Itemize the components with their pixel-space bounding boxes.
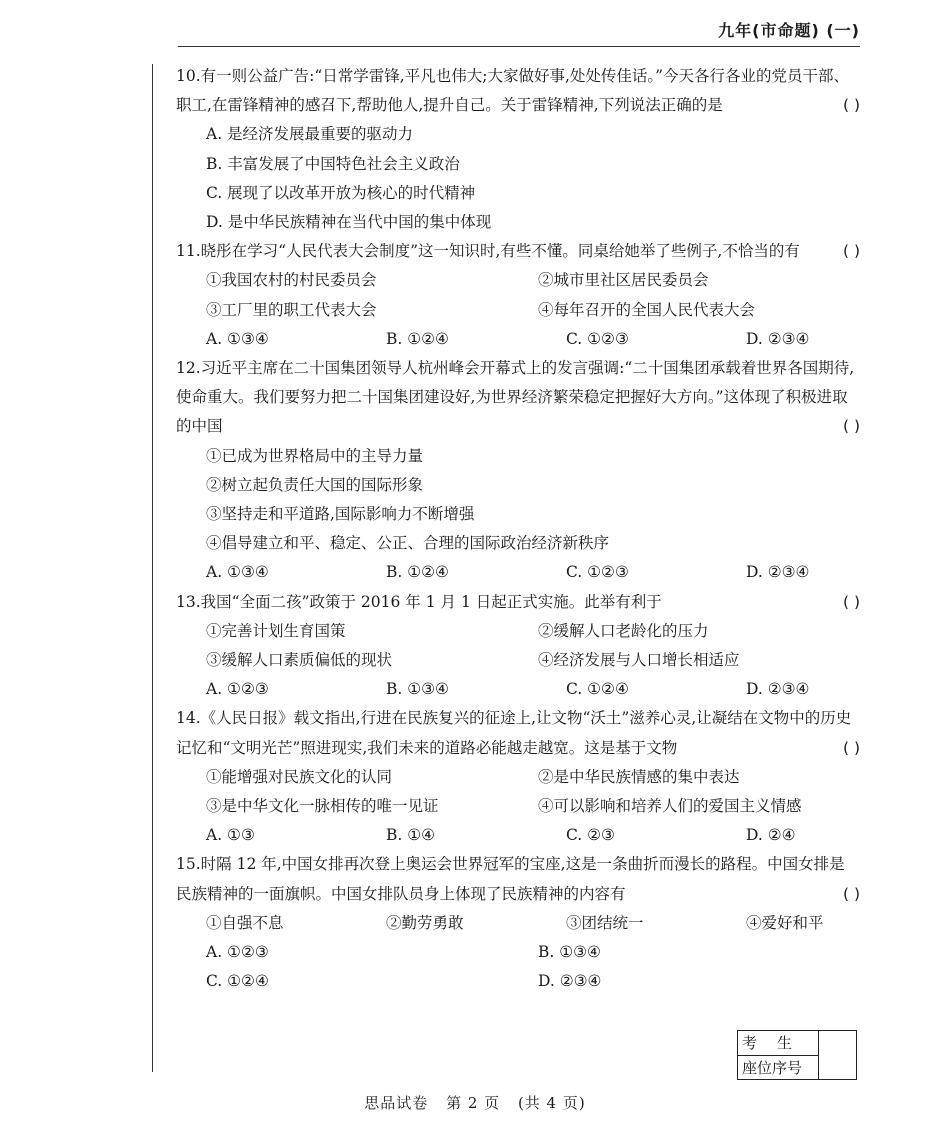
item-4: ④倡导建立和平、稳定、公正、合理的国际政治经济新秩序 xyxy=(206,534,610,553)
choice-d: D. ②③④ xyxy=(746,329,810,348)
choice-row xyxy=(176,821,860,850)
choice-row xyxy=(176,675,860,704)
question-stem xyxy=(176,62,860,120)
item-row xyxy=(176,266,860,295)
item-2: ②城市里社区居民委员会 xyxy=(538,271,709,290)
item-1: ①自强不息 xyxy=(206,913,284,932)
question-list xyxy=(176,62,860,997)
question-text: 我国“全面二孩”政策于 2016 年 1 月 1 日起正式实施。此举有利于 xyxy=(200,592,662,611)
seat-number-field[interactable] xyxy=(819,1031,856,1079)
item-row xyxy=(176,909,860,938)
question-stem xyxy=(176,237,860,266)
question-stem xyxy=(176,588,860,617)
choice-b: B. ①②④ xyxy=(386,329,449,348)
choice-a: A. ①②③ xyxy=(206,943,269,962)
question-number: 15. xyxy=(176,855,201,874)
footer-page: 第 2 页 xyxy=(446,1094,501,1112)
question-14 xyxy=(176,704,860,850)
question-10 xyxy=(176,62,860,237)
question-number: 10. xyxy=(176,67,201,85)
answer-bracket: ( ) xyxy=(842,738,860,757)
page-footer xyxy=(0,1092,950,1113)
choice-d: D. ②③④ xyxy=(746,563,810,582)
question-text: 习近平主席在二十国集团领导人杭州峰会开幕式上的发言强调:“二十国集团承载着世界各国期待,使命重大。我们要努力把二十国集团建设好,为世界经济繁荣稳定把握好大方向。”这体现了积极进取的中国 xyxy=(176,359,855,436)
answer-bracket: ( ) xyxy=(842,417,860,436)
item-3: ③是中华文化一脉相传的唯一见证 xyxy=(206,797,439,816)
seat-label-line2: 座位序号 xyxy=(742,1059,803,1077)
seat-label-line1: 考生 xyxy=(738,1031,818,1056)
item-1: ①完善计划生育国策 xyxy=(206,621,346,640)
option-b: B. 丰富发展了中国特色社会主义政治 xyxy=(206,154,460,173)
item-row xyxy=(176,617,860,646)
item-4: ④每年召开的全国人民代表大会 xyxy=(538,300,756,319)
choice-b: B. ①③④ xyxy=(386,680,449,699)
question-text: 时隔 12 年,中国女排再次登上奥运会世界冠军的宝座,这是一条曲折而漫长的路程。中国女排是民族精神的一面旗帜。中国女排队员身上体现了民族精神的内容有 xyxy=(176,855,845,903)
header-divider xyxy=(178,46,860,47)
question-12 xyxy=(176,354,860,588)
question-number: 13. xyxy=(176,592,201,611)
item-row xyxy=(176,763,860,792)
question-13 xyxy=(176,588,860,705)
item-2: ②勤劳勇敢 xyxy=(386,913,464,932)
answer-bracket: ( ) xyxy=(842,884,860,903)
choice-d: D. ②③④ xyxy=(746,680,810,699)
choice-d: D. ②③④ xyxy=(538,972,602,991)
item-3: ③缓解人口素质偏低的现状 xyxy=(206,651,393,670)
option-d: D. 是中华民族精神在当代中国的集中体现 xyxy=(206,213,492,232)
question-stem xyxy=(176,850,860,908)
question-text: 晓彤在学习“人民代表大会制度”这一知识时,有些不懂。同桌给她举了些例子,不恰当的有 xyxy=(200,242,800,261)
choice-row xyxy=(176,325,860,354)
question-number: 12. xyxy=(176,359,201,378)
item-row xyxy=(176,296,860,325)
item-1: ①能增强对民族文化的认同 xyxy=(206,767,393,786)
question-11 xyxy=(176,237,860,354)
choice-b: B. ①③④ xyxy=(538,943,601,962)
question-text: 《人民日报》载文指出,行进在民族复兴的征途上,让文物“沃土”滋养心灵,让凝结在文物中的历史记忆和“文明光芒”照进现实,我们未来的道路必能越走越宽。这是基于文物 xyxy=(176,709,852,757)
choice-c: C. ①②③ xyxy=(566,329,629,348)
item-2: ②缓解人口老龄化的压力 xyxy=(538,621,709,640)
item-3: ③工厂里的职工代表大会 xyxy=(206,300,377,319)
item-3: ③坚持走和平道路,国际影响力不断增强 xyxy=(206,505,475,524)
question-15 xyxy=(176,850,860,996)
choice-row xyxy=(176,967,860,996)
choice-a: A. ①③④ xyxy=(206,563,269,582)
item-3: ③团结统一 xyxy=(566,913,644,932)
choice-c: C. ②③ xyxy=(566,826,615,845)
footer-total: (共 4 页) xyxy=(517,1094,586,1112)
seat-number-box xyxy=(737,1030,857,1080)
choice-b: B. ①②④ xyxy=(386,563,449,582)
answer-bracket: ( ) xyxy=(842,242,860,261)
question-stem xyxy=(176,354,860,442)
item-row xyxy=(176,792,860,821)
item-4: ④可以影响和培养人们的爱国主义情感 xyxy=(538,797,802,816)
item-1: ①我国农村的村民委员会 xyxy=(206,271,377,290)
footer-subject: 思品试卷 xyxy=(364,1094,429,1112)
choice-c: C. ①②③ xyxy=(566,563,629,582)
item-row xyxy=(176,646,860,675)
choice-row xyxy=(176,558,860,587)
margin-rule xyxy=(152,64,153,1072)
item-2: ②树立起负责任大国的国际形象 xyxy=(206,475,424,494)
choice-a: A. ①③④ xyxy=(206,329,269,348)
choice-b: B. ①④ xyxy=(386,826,436,845)
choice-a: A. ①③ xyxy=(206,826,255,845)
answer-bracket: ( ) xyxy=(842,96,860,115)
item-4: ④经济发展与人口增长相适应 xyxy=(538,651,740,670)
seat-label xyxy=(738,1031,819,1079)
question-stem xyxy=(176,704,860,762)
choice-row xyxy=(176,938,860,967)
answer-bracket: ( ) xyxy=(842,592,860,611)
question-text: 有一则公益广告:“日常学雷锋,平凡也伟大;大家做好事,处处传佳话。”今天各行各业的党员干部、职工,在雷锋精神的感召下,帮助他人,提升自己。关于雷锋精神,下列说法正确的是 xyxy=(176,67,850,115)
page-header: 九年(市命题) (一) xyxy=(718,21,860,40)
option-c: C. 展现了以改革开放为核心的时代精神 xyxy=(206,183,476,202)
item-2: ②是中华民族情感的集中表达 xyxy=(538,767,740,786)
question-number: 14. xyxy=(176,709,201,728)
choice-d: D. ②④ xyxy=(746,826,796,845)
choice-c: C. ①②④ xyxy=(566,680,629,699)
choice-a: A. ①②③ xyxy=(206,680,269,699)
option-a: A. 是经济发展最重要的驱动力 xyxy=(206,125,414,144)
question-number: 11. xyxy=(176,242,201,261)
choice-c: C. ①②④ xyxy=(206,972,269,991)
item-4: ④爱好和平 xyxy=(746,913,824,932)
item-1: ①已成为世界格局中的主导力量 xyxy=(206,446,424,465)
